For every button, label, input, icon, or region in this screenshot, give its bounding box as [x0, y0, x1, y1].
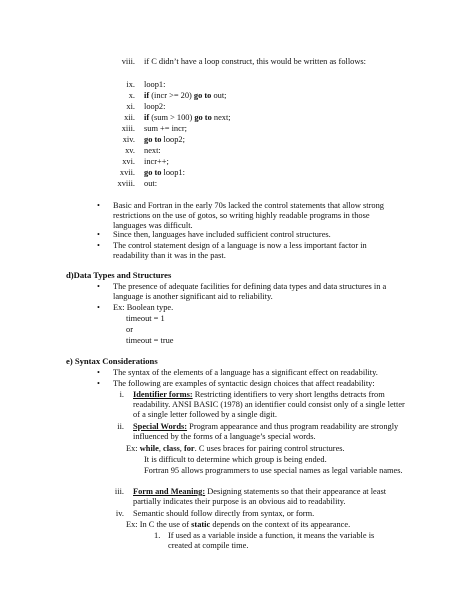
code-line: out:	[144, 179, 158, 188]
code-text: next;	[211, 113, 231, 122]
list-number: 1.	[154, 531, 161, 540]
bullet-icon: •	[97, 241, 100, 250]
list-item: Semantic should follow directly from syntax, or form.	[133, 509, 315, 518]
list-number: xvii.	[119, 168, 135, 177]
item-title: Form and Meaning:	[133, 487, 206, 496]
example-line: or	[126, 325, 133, 334]
loop-intro-text: if C didn’t have a loop construct, this would be written as follows:	[144, 57, 366, 66]
code-line	[144, 168, 185, 178]
list-number: i.	[119, 390, 124, 399]
keyword: while	[139, 444, 159, 453]
bullet-text: The control statement design of a language is now a less important factor in readability than it was in the past.	[113, 241, 367, 260]
code-text: out;	[211, 91, 227, 100]
list-number: xiii.	[121, 124, 135, 133]
list-item	[133, 422, 408, 442]
list-number: ix.	[126, 80, 135, 89]
code-line: incr++;	[144, 157, 169, 166]
example-line: Fortran 95 allows programmers to use special names as legal variable names.	[144, 466, 403, 475]
list-number: xi.	[126, 102, 135, 111]
list-number: xvi.	[122, 157, 135, 166]
list-item: If used as a variable inside a function, it means the variable is created at compile time.	[168, 531, 375, 550]
code-line	[144, 135, 185, 145]
code-keyword: go to	[144, 168, 162, 177]
item-title: Special Words:	[133, 422, 188, 431]
bullet-text: The presence of adequate facilities for defining data types and data structures in a language is another significant aid to reliability.	[113, 282, 387, 301]
list-number: ii.	[117, 422, 124, 431]
code-keyword: if	[144, 113, 150, 122]
list-number: iv.	[115, 509, 124, 518]
code-text: (sum > 100)	[149, 113, 195, 122]
bullet-icon: •	[97, 282, 100, 291]
list-number: xiv.	[122, 135, 135, 144]
code-keyword: go to	[144, 135, 162, 144]
code-keyword: if	[144, 91, 150, 100]
code-keyword: go to	[194, 113, 212, 122]
bullet-icon: •	[97, 368, 100, 377]
list-number: x.	[128, 91, 135, 100]
list-number: iii.	[114, 487, 124, 496]
bullet-text: The syntax of the elements of a language has a significant effect on readability.	[113, 368, 378, 377]
keyword: static	[191, 520, 211, 529]
code-line: loop1:	[144, 80, 166, 89]
list-number: xii.	[124, 113, 135, 122]
keyword: for	[183, 444, 195, 453]
code-line: sum += incr;	[144, 124, 187, 133]
bullet-icon: •	[97, 303, 100, 312]
example-line: timeout = true	[126, 336, 174, 345]
list-number: xv.	[125, 146, 135, 155]
code-text: (incr >= 20)	[149, 91, 194, 100]
code-line	[144, 113, 231, 123]
list-number: xviii.	[117, 179, 135, 188]
keyword: class	[163, 444, 180, 453]
section-heading: e) Syntax Considerations	[66, 356, 158, 366]
section-heading: d)Data Types and Structures	[66, 270, 172, 280]
bullet-icon: •	[97, 230, 100, 239]
example-line: timeout = 1	[126, 314, 165, 323]
example-line: Ex: In C the use of static depends on the context of its appearance.	[126, 520, 351, 529]
list-number: viii.	[121, 57, 135, 66]
item-text: Program appearance and thus program readability are strongly influenced by the forms of a language’s special words.	[133, 422, 399, 441]
code-line: next:	[144, 146, 161, 155]
list-item	[133, 487, 411, 507]
example-line: Ex: while, class, for. C uses braces for pairing control structures.	[126, 444, 345, 453]
code-keyword: go to	[193, 91, 212, 100]
code-text: loop1:	[161, 168, 185, 177]
item-text: Designing statements so that their appearance at least partially indicates their purpose is an obvious aid to readability.	[133, 487, 387, 506]
code-line	[144, 91, 227, 101]
example-line: It is difficult to determine which group is being ended.	[144, 455, 327, 464]
code-line: loop2:	[144, 102, 166, 111]
bullet-icon: •	[97, 379, 100, 388]
list-item	[133, 390, 408, 420]
bullet-text: Since then, languages have included sufficient control structures.	[113, 230, 331, 239]
bullet-text: Ex: Boolean type.	[113, 303, 174, 312]
bullet-icon: •	[97, 201, 100, 210]
item-title: Identifier forms:	[133, 390, 193, 399]
bullet-text: Basic and Fortran in the early 70s lacked the control statements that allow strong restrictions on the use of gotos, so writing highly readable programs in those languages was difficult.	[113, 201, 384, 230]
bullet-text: The following are examples of syntactic design choices that affect readability:	[113, 379, 375, 388]
code-text: loop2;	[161, 135, 185, 144]
item-text: Restricting identifiers to very short lengths detracts from readability. ANSI BASIC (1978) an identifier could consist only of a single letter of a single letter followed by a single digit.	[133, 390, 405, 419]
